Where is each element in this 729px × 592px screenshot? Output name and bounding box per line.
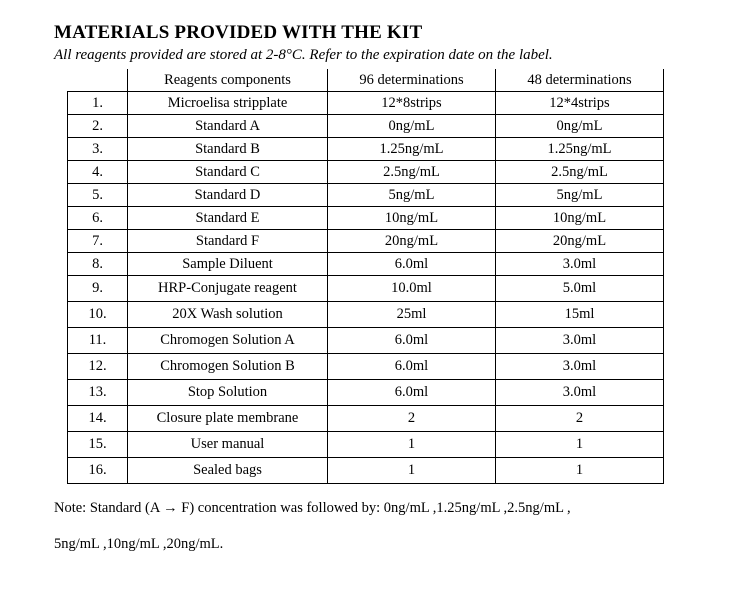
row-component: Standard F <box>128 230 328 253</box>
storage-note: All reagents provided are stored at 2-8°C. Refer to the expiration date on the label. <box>54 47 553 63</box>
row-component: Sealed bags <box>128 458 328 484</box>
row-48-value: 3.0ml <box>496 354 664 380</box>
table-row <box>68 207 664 230</box>
row-component: Standard B <box>128 138 328 161</box>
row-number: 6. <box>68 207 128 230</box>
row-48-value: 5.0ml <box>496 276 664 302</box>
row-48-value: 12*4strips <box>496 92 664 115</box>
row-96-value: 6.0ml <box>328 253 496 276</box>
row-component: Standard E <box>128 207 328 230</box>
row-component: Standard A <box>128 115 328 138</box>
row-component: Stop Solution <box>128 380 328 406</box>
row-component: Microelisa stripplate <box>128 92 328 115</box>
row-number: 15. <box>68 432 128 458</box>
table-row <box>68 138 664 161</box>
row-number: 9. <box>68 276 128 302</box>
row-96-value: 2 <box>328 406 496 432</box>
materials-table <box>67 69 664 484</box>
row-component: User manual <box>128 432 328 458</box>
row-component: Chromogen Solution B <box>128 354 328 380</box>
table-row <box>68 302 664 328</box>
row-number: 1. <box>68 92 128 115</box>
row-component: Sample Diluent <box>128 253 328 276</box>
row-component: Chromogen Solution A <box>128 328 328 354</box>
row-component: 20X Wash solution <box>128 302 328 328</box>
document-title: MATERIALS PROVIDED WITH THE KIT <box>54 22 423 43</box>
row-component: HRP-Conjugate reagent <box>128 276 328 302</box>
header-components: Reagents components <box>128 69 328 92</box>
row-48-value: 0ng/mL <box>496 115 664 138</box>
row-number: 7. <box>68 230 128 253</box>
row-96-value: 10.0ml <box>328 276 496 302</box>
row-number: 16. <box>68 458 128 484</box>
row-96-value: 10ng/mL <box>328 207 496 230</box>
row-48-value: 1 <box>496 458 664 484</box>
row-96-value: 0ng/mL <box>328 115 496 138</box>
row-48-value: 2.5ng/mL <box>496 161 664 184</box>
row-96-value: 1 <box>328 458 496 484</box>
header-number <box>68 69 128 92</box>
standard-concentration-note-continued: 5ng/mL ,10ng/mL ,20ng/mL. <box>54 536 224 552</box>
row-48-value: 10ng/mL <box>496 207 664 230</box>
row-96-value: 6.0ml <box>328 380 496 406</box>
row-number: 12. <box>68 354 128 380</box>
table-row <box>68 354 664 380</box>
table-row <box>68 161 664 184</box>
table-row <box>68 458 664 484</box>
row-96-value: 1 <box>328 432 496 458</box>
row-number: 3. <box>68 138 128 161</box>
row-48-value: 3.0ml <box>496 328 664 354</box>
row-48-value: 3.0ml <box>496 253 664 276</box>
row-96-value: 25ml <box>328 302 496 328</box>
row-48-value: 15ml <box>496 302 664 328</box>
table-row <box>68 253 664 276</box>
row-48-value: 1 <box>496 432 664 458</box>
table-header-row <box>68 69 664 92</box>
header-96-determinations: 96 determinations <box>328 69 496 92</box>
row-96-value: 2.5ng/mL <box>328 161 496 184</box>
row-number: 8. <box>68 253 128 276</box>
row-component: Standard D <box>128 184 328 207</box>
row-96-value: 6.0ml <box>328 328 496 354</box>
row-96-value: 12*8strips <box>328 92 496 115</box>
row-number: 10. <box>68 302 128 328</box>
row-number: 11. <box>68 328 128 354</box>
row-48-value: 20ng/mL <box>496 230 664 253</box>
row-component: Standard C <box>128 161 328 184</box>
row-96-value: 20ng/mL <box>328 230 496 253</box>
header-48-determinations: 48 determinations <box>496 69 664 92</box>
row-number: 4. <box>68 161 128 184</box>
row-96-value: 5ng/mL <box>328 184 496 207</box>
table-row <box>68 92 664 115</box>
table-row <box>68 184 664 207</box>
row-48-value: 1.25ng/mL <box>496 138 664 161</box>
table-row <box>68 115 664 138</box>
row-96-value: 6.0ml <box>328 354 496 380</box>
table-row <box>68 276 664 302</box>
table-row <box>68 230 664 253</box>
row-number: 5. <box>68 184 128 207</box>
table-row <box>68 406 664 432</box>
row-48-value: 2 <box>496 406 664 432</box>
table-row <box>68 328 664 354</box>
table-row <box>68 432 664 458</box>
row-number: 2. <box>68 115 128 138</box>
row-component: Closure plate membrane <box>128 406 328 432</box>
standard-concentration-note: Note: Standard (A → F) concentration was followed by: 0ng/mL ,1.25ng/mL ,2.5ng/mL , <box>54 500 571 516</box>
row-48-value: 3.0ml <box>496 380 664 406</box>
row-48-value: 5ng/mL <box>496 184 664 207</box>
row-number: 14. <box>68 406 128 432</box>
row-number: 13. <box>68 380 128 406</box>
row-96-value: 1.25ng/mL <box>328 138 496 161</box>
table-row <box>68 380 664 406</box>
